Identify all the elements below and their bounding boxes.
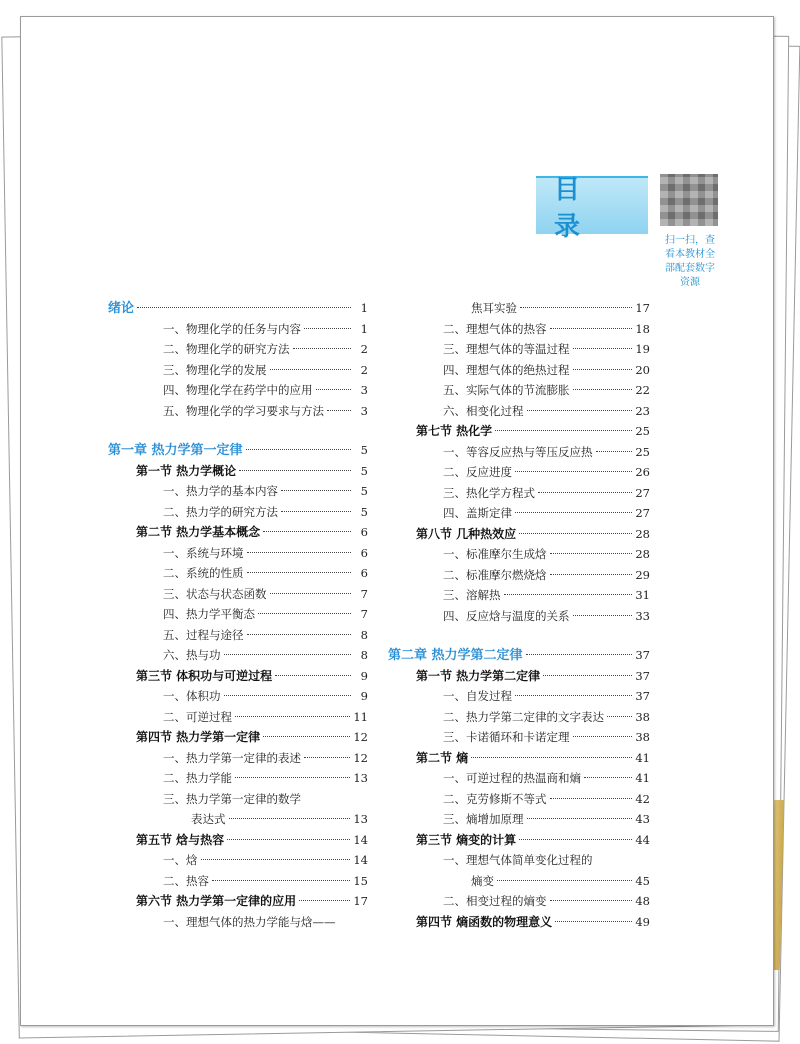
leader-dots — [247, 552, 352, 553]
page-number: 5 — [360, 484, 368, 498]
toc-column-left — [108, 298, 368, 932]
qr-caption — [655, 234, 725, 290]
leader-dots — [543, 675, 632, 676]
page-number: 17 — [353, 894, 368, 908]
toc-item[interactable] — [108, 563, 368, 584]
toc-item[interactable] — [108, 319, 368, 340]
toc-item-label: 六、相变化过程 — [443, 403, 524, 418]
leader-dots — [555, 921, 632, 922]
toc-item-label: 三、物理化学的发展 — [163, 362, 267, 377]
toc-item[interactable] — [388, 298, 650, 319]
toc-item[interactable] — [108, 645, 368, 666]
page-number: 27 — [635, 485, 650, 500]
toc-item-label: 二、可逆过程 — [163, 709, 232, 724]
toc-item[interactable] — [108, 401, 368, 422]
page-number: 28 — [635, 547, 650, 561]
toc-item-label: 一、理想气体简单变化过程的 — [443, 853, 593, 867]
leader-dots — [573, 736, 633, 737]
toc-chapter-label: 绪论 — [108, 301, 135, 316]
toc-section[interactable] — [108, 461, 368, 482]
leader-dots — [224, 695, 352, 696]
toc-item-label: 三、热力学第一定律的数学 — [163, 791, 301, 806]
page-number: 3 — [360, 403, 368, 418]
page-number: 1 — [360, 321, 368, 336]
leader-dots — [550, 574, 633, 575]
toc-item[interactable] — [388, 850, 650, 871]
toc-item[interactable] — [108, 584, 368, 605]
page-number: 41 — [635, 771, 650, 785]
page-number: 1 — [360, 301, 368, 315]
leader-dots — [573, 389, 633, 390]
leader-dots — [201, 859, 351, 860]
toc-item-label: 四、反应焓与温度的关系 — [443, 608, 570, 623]
toc-item-label: 一、可逆过程的热温商和熵 — [443, 771, 581, 785]
toc-item-label: 焦耳实验 — [471, 301, 517, 315]
page-number: 6 — [360, 525, 368, 539]
toc-chapter-label: 第二章 热力学第二定律 — [388, 648, 523, 663]
leader-dots — [550, 900, 633, 901]
toc-item-label: 四、理想气体的绝热过程 — [443, 362, 570, 377]
toc-section-label: 第七节 热化学 — [416, 424, 493, 438]
toc-item-label: 一、物理化学的任务与内容 — [163, 321, 301, 336]
leader-dots — [316, 389, 352, 390]
page-number: 49 — [635, 914, 650, 929]
toc-item[interactable] — [108, 809, 368, 830]
page-number: 3 — [360, 383, 368, 397]
section-spacer — [388, 626, 650, 645]
page-number: 17 — [635, 301, 650, 315]
toc-item-label: 二、相变过程的熵变 — [443, 894, 547, 908]
section-spacer — [108, 421, 368, 440]
toc-item-label: 一、自发过程 — [443, 689, 512, 703]
toc-item-label: 三、熵增加原理 — [443, 812, 524, 826]
toc-section-label: 第一节 热力学第二定律 — [416, 668, 541, 683]
toc-item[interactable] — [388, 606, 650, 627]
leader-dots — [519, 839, 632, 840]
toc-item[interactable] — [108, 768, 368, 789]
leader-dots — [275, 675, 351, 676]
leader-dots — [263, 736, 350, 737]
page-number: 23 — [635, 403, 650, 418]
toc-item-label: 二、热力学第二定律的文字表达 — [443, 709, 604, 724]
toc-item[interactable] — [388, 380, 650, 401]
toc-chapter-label: 第一章 热力学第一定律 — [108, 443, 243, 458]
leader-dots — [137, 307, 351, 308]
toc-item-label: 五、过程与途径 — [163, 627, 244, 642]
leader-dots — [224, 654, 352, 655]
toc-section-label: 第六节 热力学第一定律的应用 — [136, 894, 297, 908]
toc-item[interactable] — [108, 543, 368, 564]
page-number: 15 — [353, 873, 368, 888]
page-number: 25 — [635, 444, 650, 459]
page-number: 22 — [635, 383, 650, 397]
toc-section-label: 第二节 熵 — [416, 750, 469, 765]
page-number: 37 — [635, 668, 650, 683]
page-number: 37 — [635, 648, 650, 662]
leader-dots — [304, 328, 351, 329]
toc-title-box — [536, 175, 648, 242]
toc-item[interactable] — [388, 727, 650, 748]
qr-caption-line: 部配套数字 — [665, 263, 715, 274]
toc-item[interactable] — [108, 912, 368, 933]
page-number: 8 — [360, 648, 368, 662]
toc-item[interactable] — [388, 585, 650, 606]
qr-caption-line: 看本教材全 — [665, 249, 715, 260]
toc-item-label: 二、热力学能 — [163, 771, 232, 785]
toc-section-label: 第四节 熵函数的物理意义 — [416, 914, 553, 929]
toc-section[interactable] — [388, 748, 650, 769]
toc-item[interactable] — [388, 789, 650, 810]
leader-dots — [471, 757, 632, 758]
page-number: 7 — [360, 586, 368, 601]
toc-item[interactable] — [388, 768, 650, 789]
leader-dots — [520, 307, 632, 308]
toc-item[interactable] — [388, 319, 650, 340]
toc-item-label: 一、热力学第一定律的表述 — [163, 750, 301, 765]
leader-dots — [573, 369, 633, 370]
qr-code-icon[interactable] — [660, 174, 718, 226]
leader-dots — [227, 839, 350, 840]
page-number: 13 — [353, 771, 368, 785]
leader-dots — [293, 348, 352, 349]
toc-item-label: 一、标准摩尔生成焓 — [443, 547, 547, 561]
leader-dots — [246, 449, 351, 450]
toc-item[interactable] — [388, 339, 650, 360]
leader-dots — [573, 348, 633, 349]
toc-item-label: 四、盖斯定律 — [443, 506, 512, 520]
toc-chapter[interactable] — [108, 440, 368, 461]
toc-item-label: 五、物理化学的学习要求与方法 — [163, 403, 324, 418]
page-number: 41 — [635, 750, 650, 765]
page-number: 42 — [635, 791, 650, 806]
toc-item-label: 一、系统与环境 — [163, 545, 244, 560]
toc-item-label: 五、实际气体的节流膨胀 — [443, 383, 570, 397]
page-number: 12 — [353, 750, 368, 765]
toc-section[interactable] — [388, 421, 650, 442]
page-number: 5 — [360, 504, 368, 519]
page-number: 28 — [635, 526, 650, 541]
toc-item[interactable] — [108, 481, 368, 502]
toc-section-label: 第三节 熵变的计算 — [416, 832, 517, 847]
toc-item-label: 二、理想气体的热容 — [443, 321, 547, 336]
toc-section[interactable] — [388, 912, 650, 933]
toc-item[interactable] — [388, 503, 650, 524]
leader-dots — [229, 818, 351, 819]
page-number: 31 — [635, 588, 650, 602]
toc-item[interactable] — [388, 871, 650, 892]
leader-dots — [573, 615, 633, 616]
toc-item[interactable] — [388, 462, 650, 483]
toc-item[interactable] — [108, 380, 368, 401]
leader-dots — [527, 818, 633, 819]
page-number: 14 — [353, 832, 368, 847]
toc-item[interactable] — [388, 565, 650, 586]
leader-dots — [526, 654, 633, 655]
leader-dots — [247, 634, 352, 635]
toc-item-label: 一、理想气体的热力学能与焓—— — [163, 914, 336, 929]
toc-section[interactable] — [108, 727, 368, 748]
page-number: 26 — [635, 465, 650, 479]
toc-item-label: 六、热与功 — [163, 648, 221, 662]
page-number: 25 — [635, 424, 650, 438]
toc-item-label: 二、热容 — [163, 873, 209, 888]
toc-item[interactable] — [108, 850, 368, 871]
page-number: 27 — [635, 506, 650, 520]
page-number: 9 — [360, 668, 368, 683]
toc-section-label: 第三节 体积功与可逆过程 — [136, 668, 273, 683]
toc-item[interactable] — [108, 871, 368, 892]
toc-item-label: 二、标准摩尔燃烧焓 — [443, 567, 547, 582]
leader-dots — [607, 716, 632, 717]
leader-dots — [263, 531, 351, 532]
toc-item[interactable] — [388, 483, 650, 504]
page-number: 2 — [360, 342, 368, 356]
toc-item-label: 表达式 — [191, 812, 226, 826]
leader-dots — [239, 470, 351, 471]
toc-section-label: 第二节 热力学基本概念 — [136, 525, 261, 539]
toc-item[interactable] — [108, 502, 368, 523]
toc-item[interactable] — [108, 789, 368, 810]
page-number: 38 — [635, 709, 650, 724]
toc-item-label: 三、状态与状态函数 — [163, 586, 267, 601]
toc-section[interactable] — [388, 524, 650, 545]
page-number: 2 — [360, 362, 368, 377]
page-number: 33 — [635, 608, 650, 623]
toc-item-label: 一、焓 — [163, 853, 198, 867]
toc-chapter[interactable] — [388, 645, 650, 666]
toc-item[interactable] — [388, 809, 650, 830]
toc-item-label: 二、物理化学的研究方法 — [163, 342, 290, 356]
leader-dots — [550, 798, 633, 799]
toc-item-label: 三、热化学方程式 — [443, 485, 535, 500]
page-number: 19 — [635, 342, 650, 356]
leader-dots — [527, 410, 633, 411]
toc-item[interactable] — [108, 707, 368, 728]
qr-caption-line: 资源 — [680, 277, 700, 288]
toc-item[interactable] — [388, 686, 650, 707]
page-number: 45 — [635, 873, 650, 888]
toc-section-label: 第四节 热力学第一定律 — [136, 730, 261, 744]
leader-dots — [596, 451, 633, 452]
leader-dots — [497, 880, 632, 881]
leader-dots — [270, 593, 352, 594]
toc-item[interactable] — [108, 339, 368, 360]
toc-item[interactable] — [388, 442, 650, 463]
leader-dots — [258, 613, 351, 614]
page-number: 44 — [635, 832, 650, 847]
page-number: 43 — [635, 812, 650, 826]
leader-dots — [550, 553, 633, 554]
toc-item-label: 三、卡诺循环和卡诺定理 — [443, 730, 570, 744]
page-number: 6 — [360, 566, 368, 580]
page-number: 9 — [360, 689, 368, 703]
toc-item[interactable] — [388, 360, 650, 381]
page-number: 6 — [360, 545, 368, 560]
toc-item-label: 一、体积功 — [163, 689, 221, 703]
toc-section[interactable] — [108, 891, 368, 912]
toc-item[interactable] — [108, 360, 368, 381]
toc-item-label: 二、克劳修斯不等式 — [443, 791, 547, 806]
leader-dots — [495, 430, 632, 431]
toc-chapter[interactable] — [108, 298, 368, 319]
leader-dots — [247, 572, 352, 573]
leader-dots — [299, 900, 350, 901]
page-number: 14 — [353, 853, 368, 867]
leader-dots — [515, 512, 632, 513]
page-number: 7 — [360, 607, 368, 621]
page-number: 5 — [360, 463, 368, 478]
toc-item[interactable] — [108, 748, 368, 769]
leader-dots — [515, 471, 632, 472]
toc-section[interactable] — [388, 830, 650, 851]
leader-dots — [281, 490, 351, 491]
toc-item-label: 二、系统的性质 — [163, 566, 244, 580]
leader-dots — [212, 880, 350, 881]
toc-item[interactable] — [388, 707, 650, 728]
page-number: 48 — [635, 894, 650, 908]
toc-section[interactable] — [388, 666, 650, 687]
page-number: 29 — [635, 567, 650, 582]
leader-dots — [515, 695, 632, 696]
toc-item-label: 四、物理化学在药学中的应用 — [163, 383, 313, 397]
leader-dots — [584, 777, 632, 778]
page-number: 12 — [353, 730, 368, 744]
page-number: 37 — [635, 689, 650, 703]
toc-section[interactable] — [108, 666, 368, 687]
leader-dots — [270, 369, 352, 370]
page-number: 5 — [360, 443, 368, 457]
qr-caption-line: 扫一扫，查 — [665, 235, 715, 246]
page-number: 38 — [635, 730, 650, 744]
leader-dots — [304, 757, 350, 758]
leader-dots — [519, 533, 632, 534]
toc-section[interactable] — [108, 522, 368, 543]
toc-item-label: 一、热力学的基本内容 — [163, 484, 278, 498]
toc-item-label: 四、热力学平衡态 — [163, 607, 255, 621]
toc-section-label: 第五节 焓与热容 — [136, 832, 225, 847]
page-number: 8 — [360, 627, 368, 642]
leader-dots — [235, 777, 350, 778]
toc-item[interactable] — [388, 401, 650, 422]
page-number: 20 — [635, 362, 650, 377]
toc-item[interactable] — [108, 625, 368, 646]
toc-section-label: 第八节 几种热效应 — [416, 526, 517, 541]
page-number: 18 — [635, 321, 650, 336]
toc-item-label: 二、反应进度 — [443, 465, 512, 479]
toc-section-label: 第一节 热力学概论 — [136, 463, 237, 478]
leader-dots — [538, 492, 632, 493]
leader-dots — [327, 410, 351, 411]
leader-dots — [235, 716, 350, 717]
toc-item-label: 熵变 — [471, 873, 494, 888]
toc-item-label: 一、等容反应热与等压反应热 — [443, 444, 593, 459]
page-number: 11 — [353, 709, 368, 724]
leader-dots — [281, 511, 351, 512]
toc-title: 目 录 — [554, 175, 599, 242]
toc-column-right — [388, 298, 650, 932]
page-number: 13 — [353, 812, 368, 826]
toc-item-label: 三、溶解热 — [443, 588, 501, 602]
toc-item[interactable] — [108, 604, 368, 625]
toc-item[interactable] — [108, 686, 368, 707]
toc-item-label: 二、热力学的研究方法 — [163, 504, 278, 519]
toc-section[interactable] — [108, 830, 368, 851]
toc-item[interactable] — [388, 544, 650, 565]
toc-item[interactable] — [388, 891, 650, 912]
toc-item-label: 三、理想气体的等温过程 — [443, 342, 570, 356]
leader-dots — [504, 594, 633, 595]
leader-dots — [550, 328, 633, 329]
